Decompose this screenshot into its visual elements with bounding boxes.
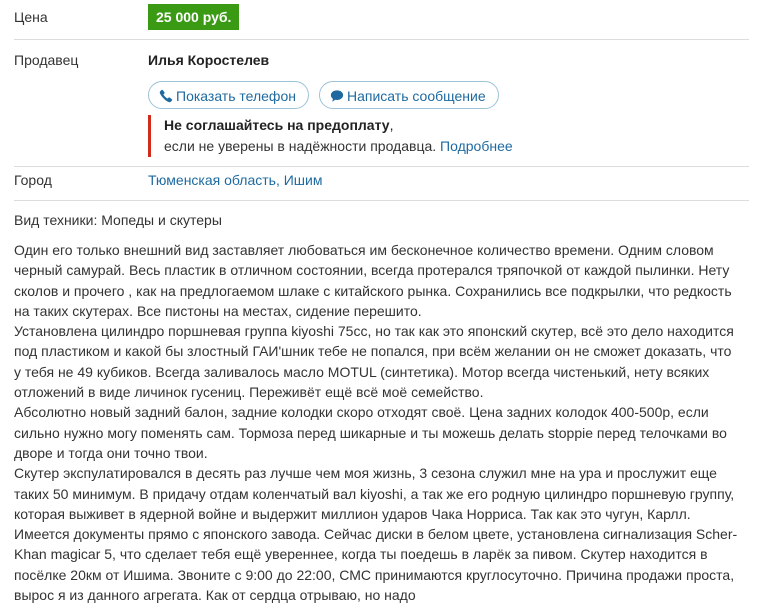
city-label: Город [14, 172, 52, 188]
description-line: отложений в виде личинок гусениц. Переживёт ещё всё моё семейство. [14, 384, 484, 401]
description-line: вырос я из данного агрегата. Как от сердца отрываю, но надо [14, 587, 416, 604]
description-line: Один его только внешний вид заставляет любоваться им бесконечное количество времени. Одним словом [14, 242, 714, 258]
description-line: дворе и тогда они точно твои. [14, 444, 208, 461]
more-info-link[interactable]: Подробнее [440, 138, 513, 154]
seller-name: Илья Коростелев [148, 52, 270, 68]
price-badge: 25 000 руб. [148, 4, 239, 30]
price-label: Цена [14, 9, 48, 25]
description-line: Абсолютно новый задний балон, задние колодки скоро отходят своё. Цена задних колодок 400-500р, если [14, 404, 709, 421]
description-line: посёлке 20км от Ишима. Звоните с 9:00 до 22:00, СМС принимаются круглосуточно. Причина продажи проста, [14, 566, 735, 583]
show-phone-button[interactable] [148, 81, 309, 109]
description-line: черный самурай. Весь пластик в отличном состоянии, всегда протерался тряпочкой от каждой пылинки. Нету [14, 262, 730, 279]
phone-icon [159, 89, 173, 103]
divider [14, 166, 749, 167]
divider [14, 39, 749, 40]
vehicle-type: Вид техники: Мопеды и скутеры [14, 212, 222, 228]
speech-bubble-icon [330, 89, 344, 103]
warning-title: Не соглашайтесь на предоплату [164, 117, 390, 133]
description-line: Имеется документы прямо с японского завода. Сейчас диски в белом цвете, установлена сигнализация Scher- [14, 526, 738, 543]
divider [14, 200, 749, 201]
description-line: таких 50 минимум. В придачу отдам коленчатый вал kiyoshi, а так же его родную цилиндро поршневую группу, [14, 485, 735, 502]
description-line: сильно нужно могу поменять сам. Тормоза перед шикарные и ты можешь делать stoppie перед телочками во [14, 424, 727, 441]
seller-label: Продавец [14, 52, 79, 68]
description-line: которая выживет в ядерной войне и выдержит миллион ударов Чака Норриса. Так как это чугун, Карлл. [14, 505, 691, 522]
description [14, 240, 749, 605]
write-message-label: Написать сообщение [347, 88, 486, 104]
warning-title-suffix: , [389, 117, 394, 133]
description-line: Скутер экспулатировался в десять раз лучше чем моя жизнь, 3 сезона служил мне на ура и прослужит еще [14, 465, 717, 482]
description-line: сколов и прочего , как на предлогаемом шлаке с китайского рынка. Сохранились все подкрылки, что редкость [14, 282, 732, 299]
description-line: Khan magicar 5, что сделает тебя ещё увереннее, когда ты поедешь в ларёк за пивом. Скутер находится в [14, 546, 708, 563]
description-line: Установлена цилиндро поршневая группа kiyoshi 75cc, но так как это японский скутер, всё это дело находится [14, 323, 734, 340]
prepayment-warning [148, 115, 513, 157]
city-link[interactable]: Тюменская область, Ишим [148, 172, 323, 188]
description-line: на таких скутерах. Все пистоны на местах, сидение перешито. [14, 302, 422, 319]
warning-text: если не уверены в надёжности продавца. [164, 138, 437, 154]
show-phone-label: Показать телефон [176, 88, 296, 104]
description-line: под пластиком и какой бы злостный ГАИ'шник тебе не попался, при всём желании он не сможет доказать, что [14, 343, 732, 360]
write-message-button[interactable] [319, 81, 499, 109]
description-line: у тебя не 49 кубиков. Всегда заливалось масло MOTUL (синтетика). Мотор всегда чистенький, нету всяких [14, 363, 710, 380]
